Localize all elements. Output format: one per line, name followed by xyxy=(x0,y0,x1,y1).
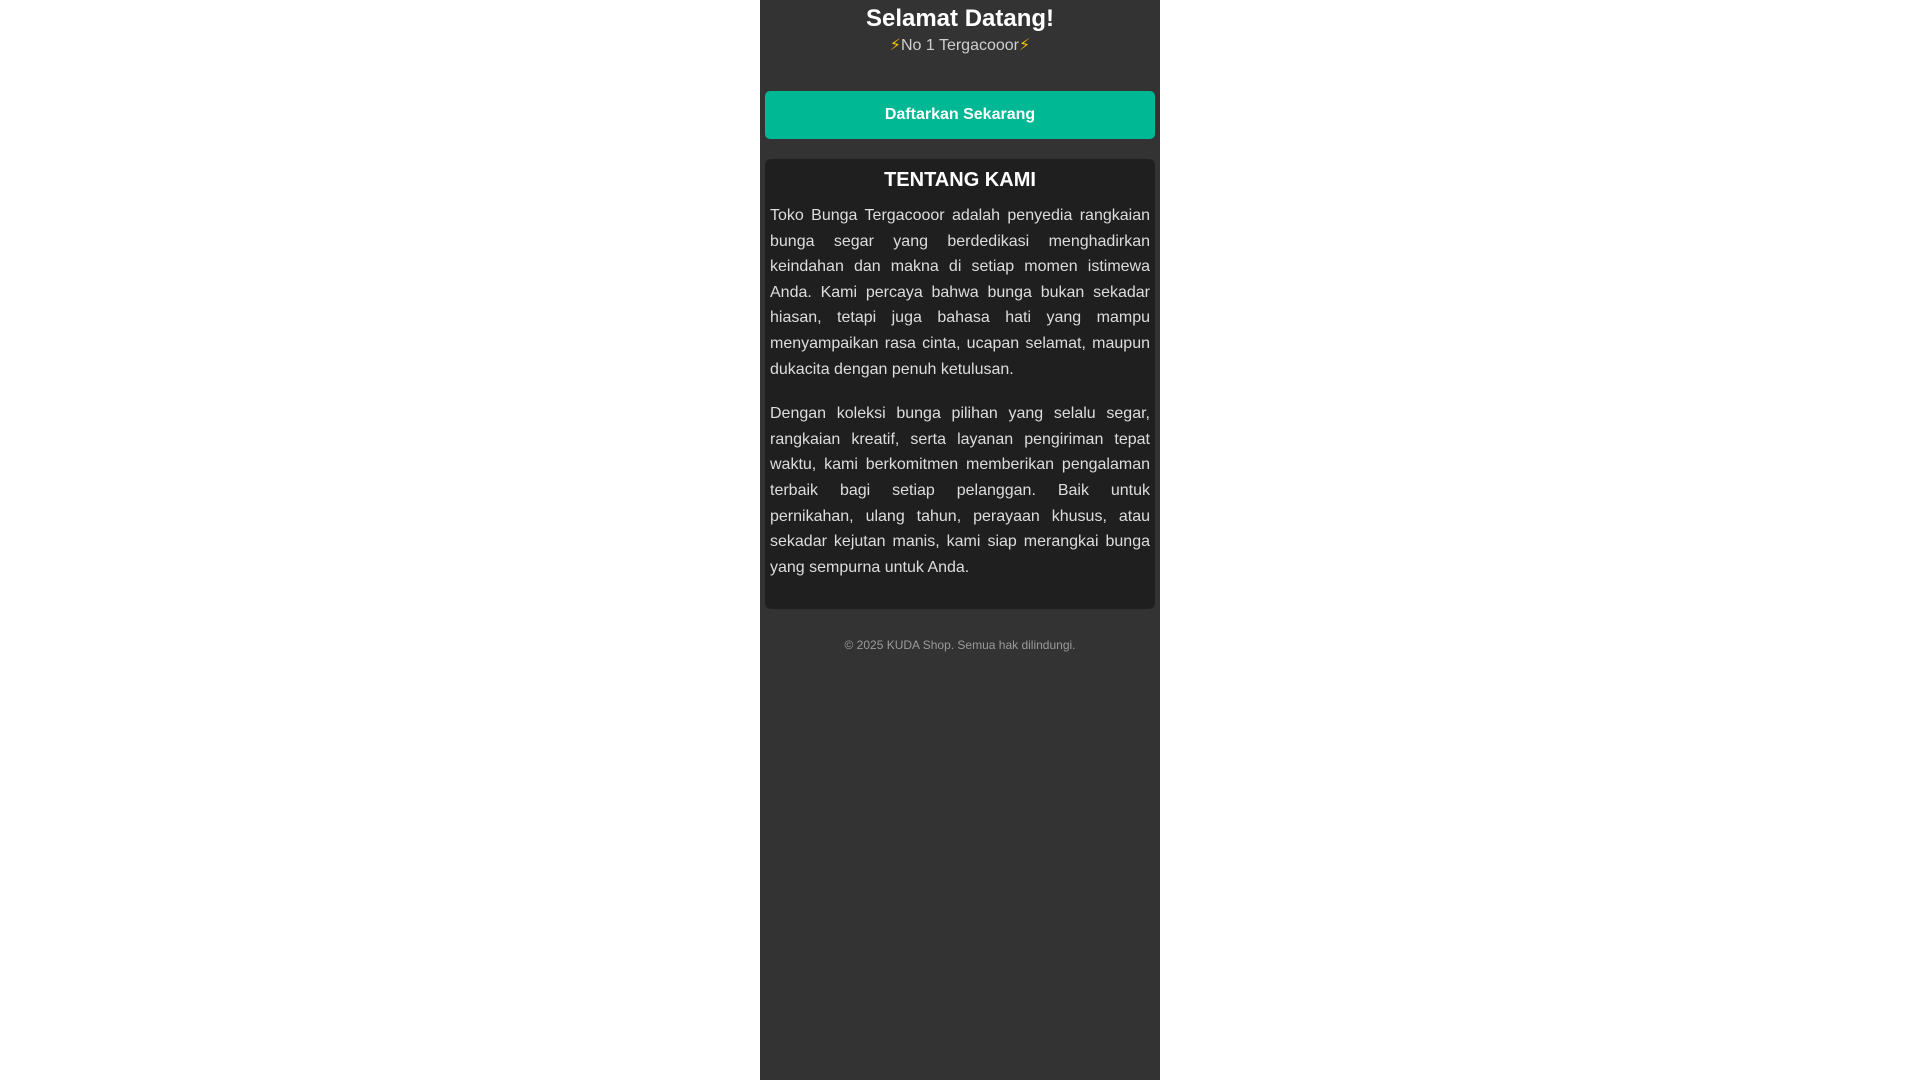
about-us-card xyxy=(765,159,1155,609)
tagline-text: No 1 Tergacooor xyxy=(901,37,1019,54)
about-paragraph: Dengan koleksi bunga pilihan yang selalu segar, rangkaian kreatif, serta layanan pengiriman tepat waktu, kami berkomitmen memberikan pengalaman terbaik bagi setiap pelanggan. Baik untuk pernikahan, ulang tahun, perayaan khusus, atau sekadar kejutan manis, kami siap merangkai bunga yang sempurna untuk Anda. xyxy=(770,405,1150,576)
register-now-button[interactable]: Daftarkan Sekarang xyxy=(765,91,1155,139)
lightning-bolt-icon: ⚡ xyxy=(889,37,901,54)
about-us-title: TENTANG KAMI xyxy=(884,169,1036,191)
tagline xyxy=(760,34,1160,58)
lightning-bolt-icon: ⚡ xyxy=(1019,37,1031,54)
header xyxy=(760,0,1160,58)
page-title: Selamat Datang! xyxy=(865,5,1055,32)
page-container xyxy=(760,0,1160,1080)
about-paragraph: Toko Bunga Tergacooor adalah penyedia rangkaian bunga segar yang berdedikasi menghadirkan keindahan dan makna di setiap momen istimewa Anda. Kami percaya bahwa bunga bukan sekadar hiasan, tetapi juga bahasa hati yang mampu menyampaikan rasa cinta, ucapan selamat, maupun dukacita dengan penuh ketulusan. xyxy=(770,207,1150,378)
footer-copyright: © 2025 KUDA Shop. Semua hak dilindungi. xyxy=(844,638,1076,652)
